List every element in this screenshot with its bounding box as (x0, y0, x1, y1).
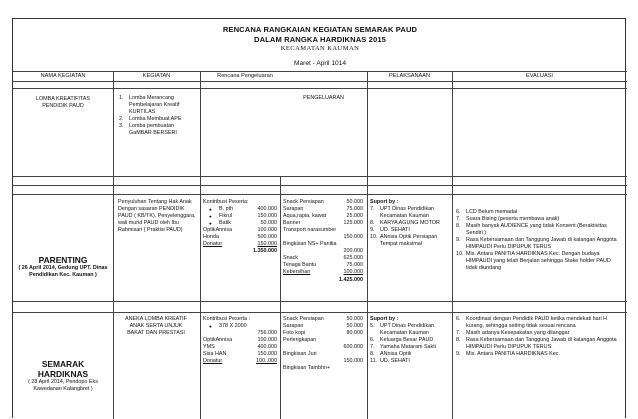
doc-location: KECAMATAN KAUMAN (280, 45, 360, 52)
semarak-name: SEMARAK HARDIKNAS (37, 359, 89, 379)
list-item: 2. Lomba Membuat APE (119, 116, 182, 123)
col-divider (452, 71, 453, 419)
document-page (12, 18, 626, 418)
parenting-evaluasi (456, 209, 622, 272)
col-divider (280, 176, 281, 419)
parenting-kegiatan: Penyuluhan Tentang Hak Anak Dengan sasaran PENDIDIK PAUD ( KB/TK), Penyelenggara, wali murid PAUD oleh Ibu Rahmisari ( Praktisi PAUD) (118, 199, 196, 234)
kontribusi-label: Kontribusi Peserta : (203, 316, 251, 322)
list-item: 3. Lomba pembuatan GaMBAR BERSERI (119, 123, 177, 137)
list-item: 7. Yamaha Mataram Sakti (370, 344, 436, 351)
lomba-list (119, 95, 185, 137)
suport-list (370, 206, 450, 248)
list-item: Sisa HAN 150.000 (203, 351, 277, 358)
list-item: Snack Persiapan 50.000 (283, 316, 363, 322)
parenting-suport (370, 199, 450, 248)
list-item: Sarapan 50.000 (283, 323, 363, 330)
list-item: OptikAnnisa 100.000 (203, 227, 277, 234)
list-item: Tenaga Bantu 75.000 (283, 262, 363, 269)
doc-period: Maret - April 1014 (293, 60, 347, 67)
semarak-info: ( 28 April 2014, Pendopo Eks Kawedanan Kalangbret ) (28, 379, 98, 393)
list-item: Snack Persiapan 50.000 (283, 199, 363, 205)
list-item: Bingkisan Juri (283, 351, 317, 358)
list-item: 150.000 (343, 234, 363, 241)
list-item: 7. Suara Bising (peserta membawa anak) (456, 216, 560, 223)
list-item: 9. Rasa Kebersamaan dan Tanggung Jawab di kalangan Anggota HIMPAUDI Perlu DIPUPUK TERUS (456, 237, 617, 251)
col-header-kegiatan: KEGIATAN (142, 73, 171, 79)
list-item: Donatur 100..000 (203, 358, 277, 365)
list-item: 8. Masih banyak AUDIENCE yang tidak Konsent (Beraktivitas Sendiri ) (456, 223, 607, 237)
list-item: ● B. pth 400.000 (203, 206, 277, 213)
list-item: 6. Keluarga Besar PAUD (370, 337, 434, 344)
list-item: 11. UD. SEHATI (370, 358, 410, 365)
list-item: ● 378 X 2000 (203, 323, 277, 330)
list-item: Sarapan 75.000 (283, 206, 363, 213)
kontribusi-label: Kontribusi Peserta: (203, 199, 249, 205)
list-item: Honda 500.000 (203, 234, 277, 241)
list-item: Foto kopi 80.000 (283, 330, 363, 337)
rule (13, 185, 627, 186)
rule (13, 81, 627, 82)
semarak-block (17, 359, 109, 393)
list-item: YMS 400.000 (203, 344, 277, 351)
list-item: Snack 625.000 (283, 255, 363, 262)
list-item: 9. UD. SEHATI (370, 227, 410, 234)
list-item: 6. Koordinasi dengan Pendidik PAUD ketika mendekati hari H kurang, sehingga setting tidak sesuai rencana (456, 316, 608, 330)
list-item: Donatur 150.000 (203, 241, 277, 248)
list-item: 150.000 (343, 358, 363, 365)
col-header-pengeluaran: Rencana Pengeluaran (217, 73, 273, 79)
list-item: 8. Rasa Kebersamaan dan Tanggung Jawab di kalangan Anggota HIMPAUDI Perlu DIPUPUK TERUS (456, 337, 617, 351)
list-item: ● Fikrul 150.000 (203, 213, 277, 220)
semarak-kegiatan: ANEKA LOMBA KREATIF ANAK SERTA UNJUK BAKAT DAN PRESTASI (125, 316, 187, 337)
col-header-evaluasi: EVALUASI (526, 73, 553, 79)
rule (13, 88, 627, 89)
rule (13, 176, 627, 177)
doc-title-line1: RENCANA RANGKAIAN KEGIATAN SEMARAK PAUD (222, 25, 418, 34)
kontribusi-total: 1.350.000 (253, 248, 277, 255)
semarak-biaya (283, 316, 363, 372)
list-item: 8. KARYA AGUNG MOTOR (370, 220, 440, 227)
list-item: Perlengkapan (283, 337, 317, 344)
rule (13, 194, 627, 195)
list-item: 200.000 (343, 248, 363, 255)
suport-label: Suport by : (370, 199, 399, 205)
list-item: Bingkisan Tambhn+ (283, 365, 331, 372)
list-item: ● Batik 50.000 (203, 220, 277, 227)
list-item: 9. Mis. Antara PANITIA HARDIKNAS Kec. (456, 351, 560, 358)
semarak-kontribusi (203, 316, 277, 365)
list-item: 756.000 (257, 330, 277, 337)
list-item: 8. ANnisa Optik (370, 351, 412, 358)
semarak-suport (370, 316, 450, 365)
col-divider (367, 71, 368, 419)
rule (13, 312, 627, 313)
col-divider (113, 71, 114, 419)
col-header-nama: NAMA KEGIATAN (40, 73, 86, 79)
list-item: Kebersihan 100.000 (283, 269, 363, 276)
list-item: 6. LCD Belum memadai (456, 209, 518, 215)
kontribusi-bullets (203, 323, 277, 330)
list-item: 10. ANnisa Optik Persiapan Tempat maksimal (370, 234, 438, 248)
list-item: Banner 125.000 (283, 220, 363, 227)
parenting-info: ( 26 April 2014, Gedung UPT. Dinas Pendidikan Kec. Kauman ) (18, 265, 108, 279)
lomba-pengeluaran: PENGELUARAN (303, 95, 344, 101)
list-item: OptikAnnisa 100.000 (203, 337, 277, 344)
list-item: 600.000 (343, 344, 363, 351)
list-item: 7. Masih adanya Kesepakatan yang dilanggar (456, 330, 570, 337)
suport-label: Suport by : (370, 316, 399, 322)
doc-title-line2: DALAM RANGKA HARDIKNAS 2015 (254, 35, 386, 44)
rule (13, 301, 627, 302)
list-item: Bingkisan NS+ Panitia (283, 241, 337, 248)
list-item: 7. UPT Dinas Pendidikan Kecamatan Kauman (370, 206, 435, 220)
list-item: Aqua,rapia, kawat 25.000 (283, 213, 363, 220)
parenting-biaya (283, 199, 363, 284)
lomba-name: LOMBA KREATIFITAS PENDIDIK PAUD (35, 96, 90, 110)
list-item: 1. Lomba Merancang Pembelajaran Kreatif KURTILAS (119, 95, 180, 116)
list-item: Transport narasumber (283, 227, 337, 234)
parenting-name: PARENTING (38, 255, 88, 265)
list-item: 10. Mis. Antara PANITIA HARDIKNAS Kec. Dengan budaya HIMPAUDI yang telah Berjalan sehingga Stake holder PAUD tidak diundang (456, 251, 611, 272)
suport-list (370, 323, 450, 365)
kontribusi-bullets (203, 206, 277, 227)
list-item: 5. UPT Dinas Pendidikan Kecamatan Kauman (370, 323, 435, 337)
parenting-block (17, 255, 109, 279)
biaya-total: 1.425.000 (339, 276, 363, 283)
col-divider (200, 71, 201, 419)
semarak-evaluasi (456, 316, 622, 358)
parenting-kontribusi (203, 199, 277, 255)
col-header-pelaksanaan: PELAKSANAAN (388, 73, 431, 79)
